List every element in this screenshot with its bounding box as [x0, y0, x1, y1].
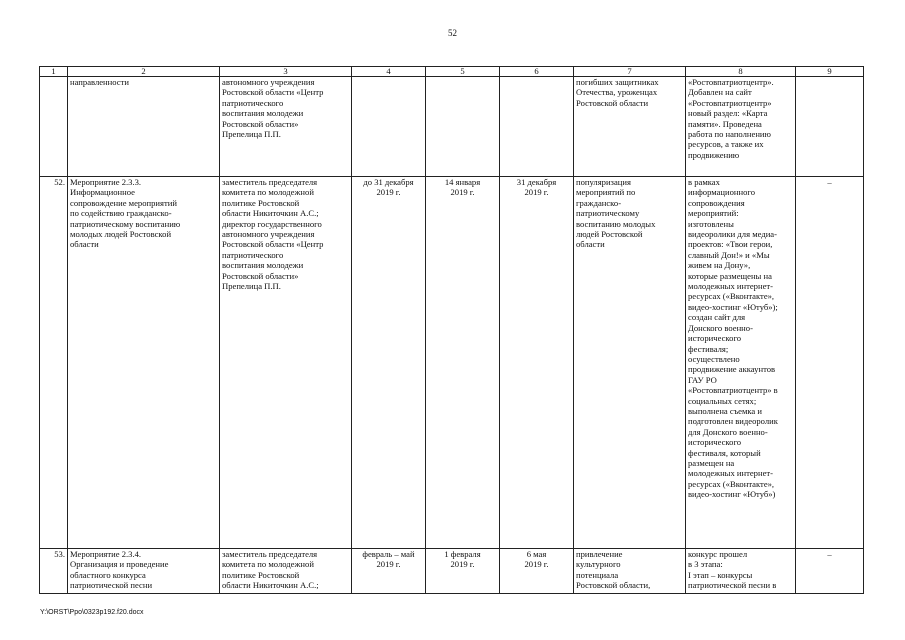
- column-number: 7: [574, 67, 686, 77]
- end-date: 6 мая 2019 г.: [500, 549, 574, 594]
- actual-result: «Ростовпатриотцентр». Добавлен на сайт «Ростовпатриотцентр» новый раздел: «Карта памяти». Проведена работа по наполнению ресурсов, а также их продвижению: [686, 77, 796, 177]
- event-name: Мероприятие 2.3.4. Организация и проведение областного конкурса патриотической песни: [68, 549, 220, 594]
- column-number: 1: [40, 67, 68, 77]
- planned-date: февраль – май 2019 г.: [352, 549, 426, 594]
- planned-date: до 31 декабря 2019 г.: [352, 177, 426, 549]
- note: [796, 77, 864, 177]
- column-number: 5: [426, 67, 500, 77]
- responsible-person: заместитель председателя комитета по молодежной политике Ростовской области Никиточкин А.С.;: [220, 549, 352, 594]
- column-number: 6: [500, 67, 574, 77]
- start-date: 14 января 2019 г.: [426, 177, 500, 549]
- responsible-person: автономного учреждения Ростовской области «Центр патриотического воспитания молодежи Ростовской области» Препелица П.П.: [220, 77, 352, 177]
- events-table: [39, 66, 864, 594]
- actual-result: в рамках информационного сопровождения мероприятий: изготовлены видеоролики для медиа- проектов: «Твои герои, славный Дон!» и «Мы живем на Дону», которые размещены на молодежных интернет- ресурсах («Вконтакте», видео-хостинг «Ютуб»); создан сайт для Донского военно- исторического фестиваля; осуществлено продвижение аккаунтов ГАУ РО «Ростовпатриотцентр» в социальных сетях; выполнена съемка и подготовлен видеоролик для Донского военно- исторического фестиваля, который размещен на молодежных интернет- ресурсах («Вконтакте», видео-хостинг «Ютуб»): [686, 177, 796, 549]
- row-number: 52.: [40, 177, 68, 549]
- table-row: [40, 77, 864, 177]
- planned-result: привлечение культурного потенциала Ростовской области,: [574, 549, 686, 594]
- note: –: [796, 549, 864, 594]
- planned-result: погибших защитниках Отечества, уроженцах Ростовской области: [574, 77, 686, 177]
- start-date: [426, 77, 500, 177]
- column-number: 3: [220, 67, 352, 77]
- column-number: 2: [68, 67, 220, 77]
- end-date: 31 декабря 2019 г.: [500, 177, 574, 549]
- column-number: 8: [686, 67, 796, 77]
- column-number-row: [40, 67, 864, 77]
- document-file-path: Y:\ORST\Ppo\0323p192.f20.docx: [40, 609, 144, 616]
- end-date: [500, 77, 574, 177]
- note: –: [796, 177, 864, 549]
- event-name: Мероприятие 2.3.3. Информационное сопровождение мероприятий по содействию гражданско- патриотическому воспитанию молодых людей Ростовской области: [68, 177, 220, 549]
- start-date: 1 февраля 2019 г.: [426, 549, 500, 594]
- actual-result: конкурс прошел в 3 этапа: I этап – конкурсы патриотической песни в: [686, 549, 796, 594]
- planned-date: [352, 77, 426, 177]
- column-number: 4: [352, 67, 426, 77]
- row-number: [40, 77, 68, 177]
- table-row: [40, 549, 864, 594]
- responsible-person: заместитель председателя комитета по молодежной политике Ростовской области Никиточкин А.С.; директор государственного автономного учреждения Ростовской области «Центр патриотического воспитания молодежи Ростовской области» Препелица П.П.: [220, 177, 352, 549]
- table-row: [40, 177, 864, 549]
- planned-result: популяризация мероприятий по гражданско- патриотическому воспитанию молодых людей Ростовской области: [574, 177, 686, 549]
- column-number: 9: [796, 67, 864, 77]
- page-number: 52: [448, 28, 457, 38]
- event-name: направленности: [68, 77, 220, 177]
- row-number: 53.: [40, 549, 68, 594]
